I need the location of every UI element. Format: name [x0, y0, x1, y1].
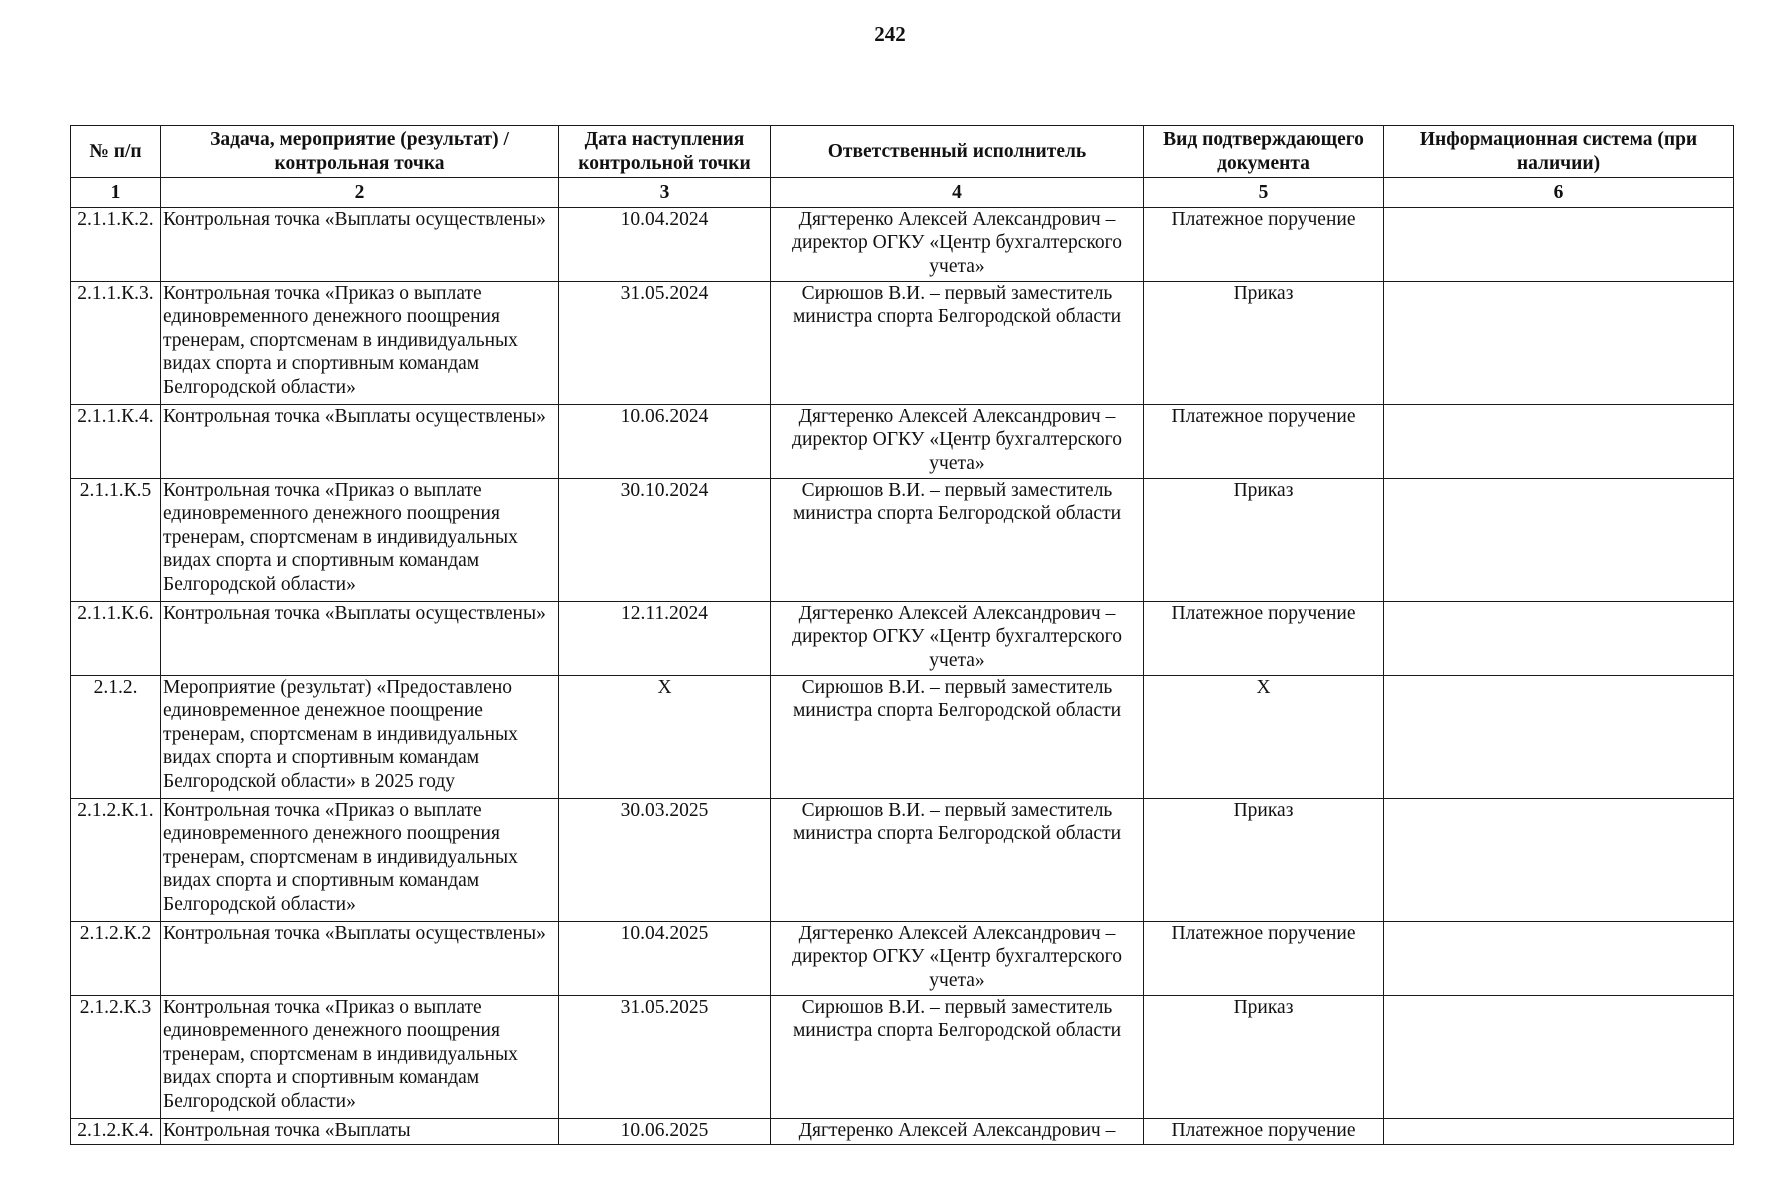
responsible-cell: Дягтеренко Алексей Александрович – директор ОГКУ «Центр бухгалтерского учета»: [771, 602, 1144, 676]
header-cell-system: Информационная система (при наличии): [1384, 126, 1734, 178]
column-number-row: [71, 178, 1734, 208]
document-cell: Приказ: [1144, 996, 1384, 1119]
column-number-cell: 2: [161, 178, 559, 208]
header-cell-task: Задача, мероприятие (результат) / контрольная точка: [161, 126, 559, 178]
row-number-cell: 2.1.2.К.1.: [71, 799, 161, 922]
task-cell: Контрольная точка «Приказ о выплате единовременного денежного поощрения тренерам, спортсменам в индивидуальных видах спорта и спортивным командам Белгородской области»: [161, 799, 559, 922]
row-number-cell: 2.1.2.К.3: [71, 996, 161, 1119]
row-number-cell: 2.1.1.К.6.: [71, 602, 161, 676]
header-cell-num: № п/п: [71, 126, 161, 178]
row-number-cell: 2.1.1.К.5: [71, 479, 161, 602]
responsible-cell: Сирюшов В.И. – первый заместитель министра спорта Белгородской области: [771, 676, 1144, 799]
row-number-cell: 2.1.1.К.3.: [71, 282, 161, 405]
date-cell: 31.05.2024: [559, 282, 771, 405]
column-number-cell: 6: [1384, 178, 1734, 208]
column-number-cell: 4: [771, 178, 1144, 208]
table-row: [71, 799, 1734, 922]
date-cell: 10.06.2025: [559, 1119, 771, 1145]
table-row: [71, 1119, 1734, 1145]
document-cell: Приказ: [1144, 282, 1384, 405]
responsible-cell: Сирюшов В.И. – первый заместитель министра спорта Белгородской области: [771, 282, 1144, 405]
system-cell: [1384, 996, 1734, 1119]
system-cell: [1384, 479, 1734, 602]
document-cell: Платежное поручение: [1144, 602, 1384, 676]
row-number-cell: 2.1.2.: [71, 676, 161, 799]
table-row: [71, 208, 1734, 282]
system-cell: [1384, 922, 1734, 996]
date-cell: 30.10.2024: [559, 479, 771, 602]
task-cell: Контрольная точка «Приказ о выплате единовременного денежного поощрения тренерам, спортсменам в индивидуальных видах спорта и спортивным командам Белгородской области»: [161, 479, 559, 602]
responsible-cell: Дягтеренко Алексей Александрович – директор ОГКУ «Центр бухгалтерского учета»: [771, 405, 1144, 479]
column-number-cell: 5: [1144, 178, 1384, 208]
responsible-cell: Сирюшов В.И. – первый заместитель министра спорта Белгородской области: [771, 996, 1144, 1119]
date-cell: X: [559, 676, 771, 799]
table-row: [71, 282, 1734, 405]
responsible-cell: Сирюшов В.И. – первый заместитель министра спорта Белгородской области: [771, 799, 1144, 922]
responsible-cell: Дягтеренко Алексей Александрович – директор ОГКУ «Центр бухгалтерского учета»: [771, 208, 1144, 282]
document-cell: Платежное поручение: [1144, 1119, 1384, 1145]
responsible-cell: Дягтеренко Алексей Александрович –: [771, 1119, 1144, 1145]
date-cell: 31.05.2025: [559, 996, 771, 1119]
table-row: [71, 996, 1734, 1119]
system-cell: [1384, 799, 1734, 922]
header-row: [71, 126, 1734, 178]
header-cell-responsible: Ответственный исполнитель: [771, 126, 1144, 178]
document-cell: Приказ: [1144, 479, 1384, 602]
document-cell: X: [1144, 676, 1384, 799]
system-cell: [1384, 602, 1734, 676]
column-number-cell: 3: [559, 178, 771, 208]
responsible-cell: Дягтеренко Алексей Александрович – директор ОГКУ «Центр бухгалтерского учета»: [771, 922, 1144, 996]
row-number-cell: 2.1.1.К.2.: [71, 208, 161, 282]
task-cell: Контрольная точка «Выплаты: [161, 1119, 559, 1145]
task-cell: Мероприятие (результат) «Предоставлено единовременное денежное поощрение тренерам, спортсменам в индивидуальных видах спорта и спортивным командам Белгородской области» в 2025 году: [161, 676, 559, 799]
system-cell: [1384, 208, 1734, 282]
task-cell: Контрольная точка «Выплаты осуществлены»: [161, 405, 559, 479]
document-cell: Приказ: [1144, 799, 1384, 922]
system-cell: [1384, 676, 1734, 799]
column-number-cell: 1: [71, 178, 161, 208]
date-cell: 30.03.2025: [559, 799, 771, 922]
task-cell: Контрольная точка «Выплаты осуществлены»: [161, 208, 559, 282]
date-cell: 10.04.2024: [559, 208, 771, 282]
header-cell-document: Вид подтверждающего документа: [1144, 126, 1384, 178]
task-cell: Контрольная точка «Приказ о выплате единовременного денежного поощрения тренерам, спортсменам в индивидуальных видах спорта и спортивным командам Белгородской области»: [161, 282, 559, 405]
system-cell: [1384, 282, 1734, 405]
date-cell: 12.11.2024: [559, 602, 771, 676]
responsible-cell: Сирюшов В.И. – первый заместитель министра спорта Белгородской области: [771, 479, 1144, 602]
system-cell: [1384, 1119, 1734, 1145]
table-row: [71, 405, 1734, 479]
system-cell: [1384, 405, 1734, 479]
date-cell: 10.06.2024: [559, 405, 771, 479]
control-points-table: [70, 125, 1734, 1145]
document-cell: Платежное поручение: [1144, 208, 1384, 282]
table-row: [71, 922, 1734, 996]
task-cell: Контрольная точка «Выплаты осуществлены»: [161, 602, 559, 676]
header-cell-date: Дата наступления контрольной точки: [559, 126, 771, 178]
date-cell: 10.04.2025: [559, 922, 771, 996]
page-number: 242: [874, 22, 906, 46]
task-cell: Контрольная точка «Выплаты осуществлены»: [161, 922, 559, 996]
document-cell: Платежное поручение: [1144, 922, 1384, 996]
row-number-cell: 2.1.1.К.4.: [71, 405, 161, 479]
task-cell: Контрольная точка «Приказ о выплате единовременного денежного поощрения тренерам, спортсменам в индивидуальных видах спорта и спортивным командам Белгородской области»: [161, 996, 559, 1119]
table-row: [71, 602, 1734, 676]
row-number-cell: 2.1.2.К.4.: [71, 1119, 161, 1145]
table-row: [71, 676, 1734, 799]
table-row: [71, 479, 1734, 602]
row-number-cell: 2.1.2.К.2: [71, 922, 161, 996]
document-cell: Платежное поручение: [1144, 405, 1384, 479]
